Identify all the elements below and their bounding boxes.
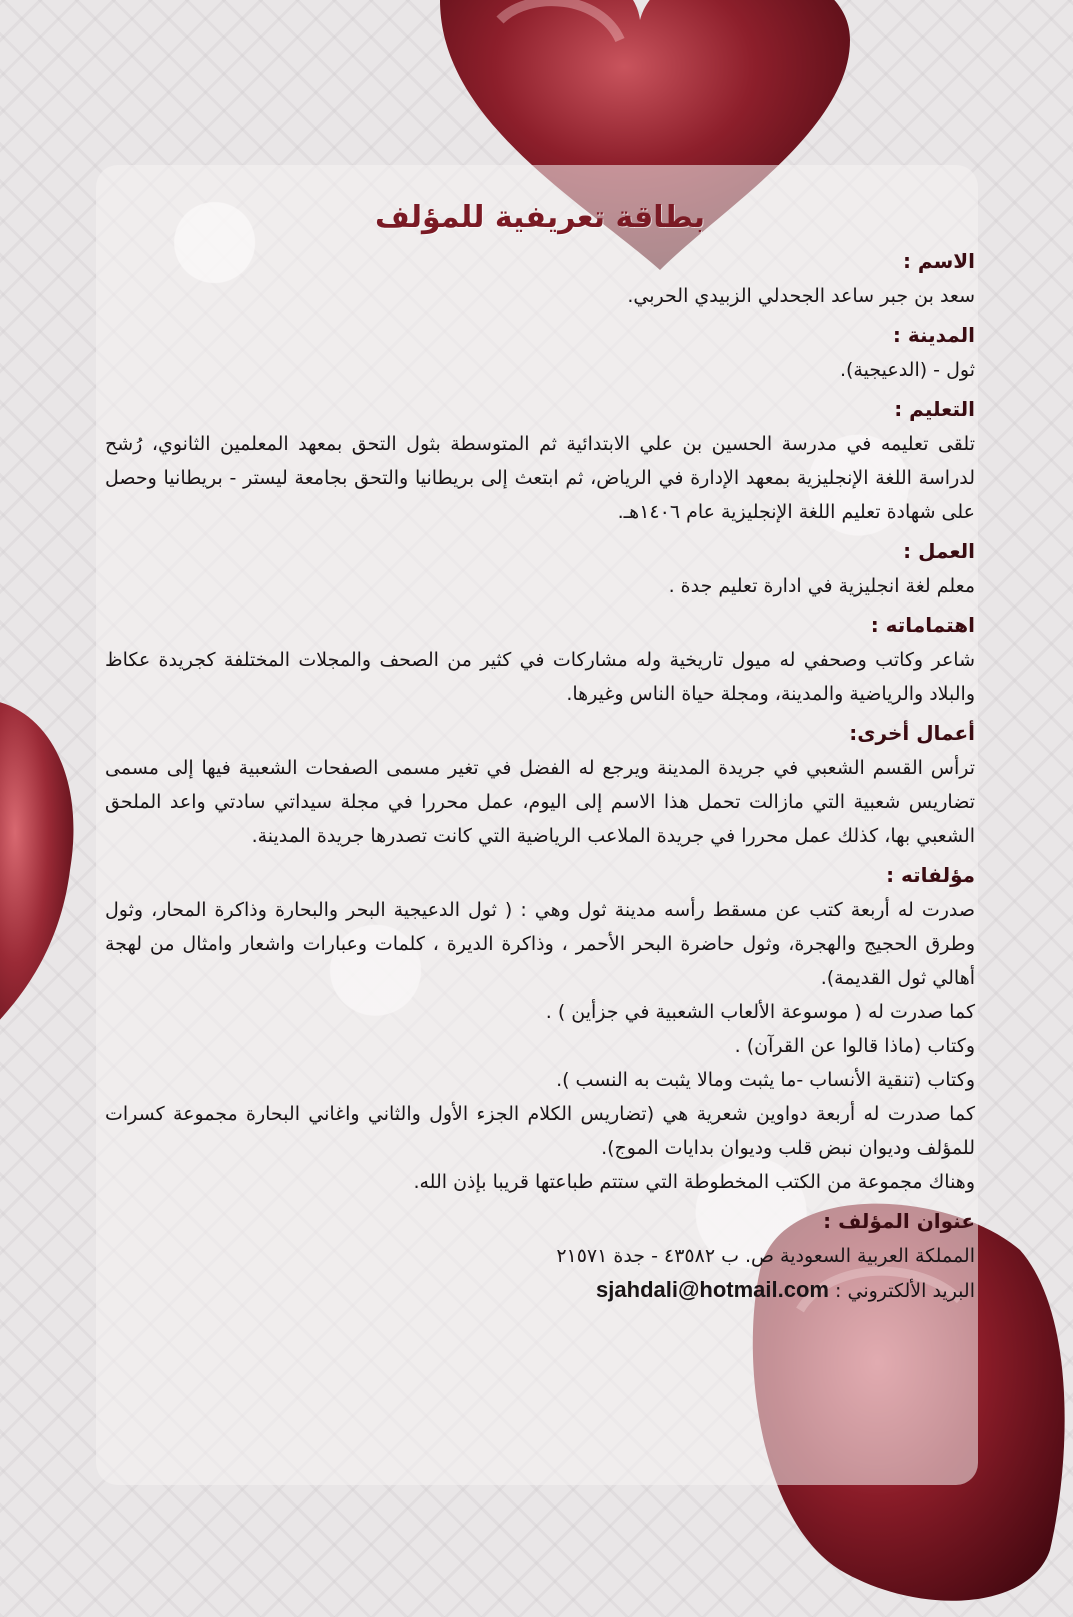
publications-paragraph: كما صدرت له ( موسوعة الألعاب الشعبية في جزأين ) . [545, 1001, 975, 1023]
publications-paragraph: وهناك مجموعة من الكتب المخطوطة التي ستتم طباعتها قريبا بإذن الله. [413, 1171, 975, 1193]
publications-paragraph: وكتاب (تنقية الأنساب -ما يثبت ومالا يثبت به النسب ). [556, 1069, 975, 1091]
email-link[interactable]: sjahdali@hotmail.com [596, 1277, 829, 1302]
interests-label: اهتماماته : [870, 613, 975, 637]
work-value: معلم لغة انجليزية في ادارة تعليم جدة . [668, 575, 975, 597]
work-label: العمل : [903, 539, 975, 563]
address-label: عنوان المؤلف : [823, 1209, 975, 1233]
other-works-label: أعمال أخرى: [849, 721, 975, 745]
email-line [105, 1273, 975, 1308]
publications-paragraph: وكتاب (ماذا قالوا عن القرآن) . [734, 1035, 975, 1057]
education-label: التعليم : [894, 397, 975, 421]
author-card [105, 200, 975, 1308]
name-value: سعد بن جبر ساعد الجحدلي الزبيدي الحربي. [627, 285, 975, 307]
name-label: الاسم : [902, 249, 975, 273]
publications-paragraph: كما صدرت له أربعة دواوين شعرية هي (تضاريس الكلام الجزء الأول والثاني واغاني البحارة مجموعة كسرات للمؤلف وديوان نبض قلب وديوان بدايات الموج). [105, 1103, 975, 1159]
city-label: المدينة : [892, 323, 975, 347]
education-value: تلقى تعليمه في مدرسة الحسين بن علي الابتدائية ثم المتوسطة بثول التحق بمعهد المعلمين الثانوي، رُشح لدراسة اللغة الإنجليزية بمعهد الإدارة في الرياض، ثم ابتعث إلى بريطانيا والتحق بجامعة ليستر - بريطانيا وحصل على شهادة تعليم اللغة الإنجليزية عام ١٤٠٦هـ. [105, 433, 975, 523]
publications-label: مؤلفاته : [886, 863, 975, 887]
email-label: البريد الألكتروني : [835, 1280, 975, 1302]
card-title: بطاقة تعريفية للمؤلف [374, 200, 706, 235]
other-works-value: ترأس القسم الشعبي في جريدة المدينة ويرجع له الفضل في تغير مسمى الصفحات الشعبية فيها إلى مسمى تضاريس شعبية التي مازالت تحمل هذا الاسم إلى اليوم، عمل محررا في مجلة سيداتي سادتي واعد الملحق الشعبي بها، كذلك عمل محررا في جريدة الملاعب الرياضية التي كانت تصدرها جريدة المدينة. [105, 757, 975, 847]
heart-left [0, 700, 90, 1030]
city-value: ثول - (الدعيجية). [839, 359, 975, 381]
postal-address: المملكة العربية السعودية ص. ب ٤٣٥٨٢ - جدة ٢١٥٧١ [556, 1245, 975, 1267]
interests-value: شاعر وكاتب وصحفي له ميول تاريخية وله مشاركات في كثير من الصحف والمجلات المختلفة كجريدة عكاظ والبلاد والرياضية والمدينة، ومجلة حياة الناس وغيرها. [105, 649, 975, 705]
publications-paragraph: صدرت له أربعة كتب عن مسقط رأسه مدينة ثول وهي : ( ثول الدعيجية البحر والبحارة وذاكرة المحار، وثول وطرق الحجيج والهجرة، وثول حاضرة البحر الأحمر ، وذاكرة الديرة ، كلمات وعبارات واشعار وامثال من لهجة أهالي ثول القديمة). [105, 899, 975, 989]
